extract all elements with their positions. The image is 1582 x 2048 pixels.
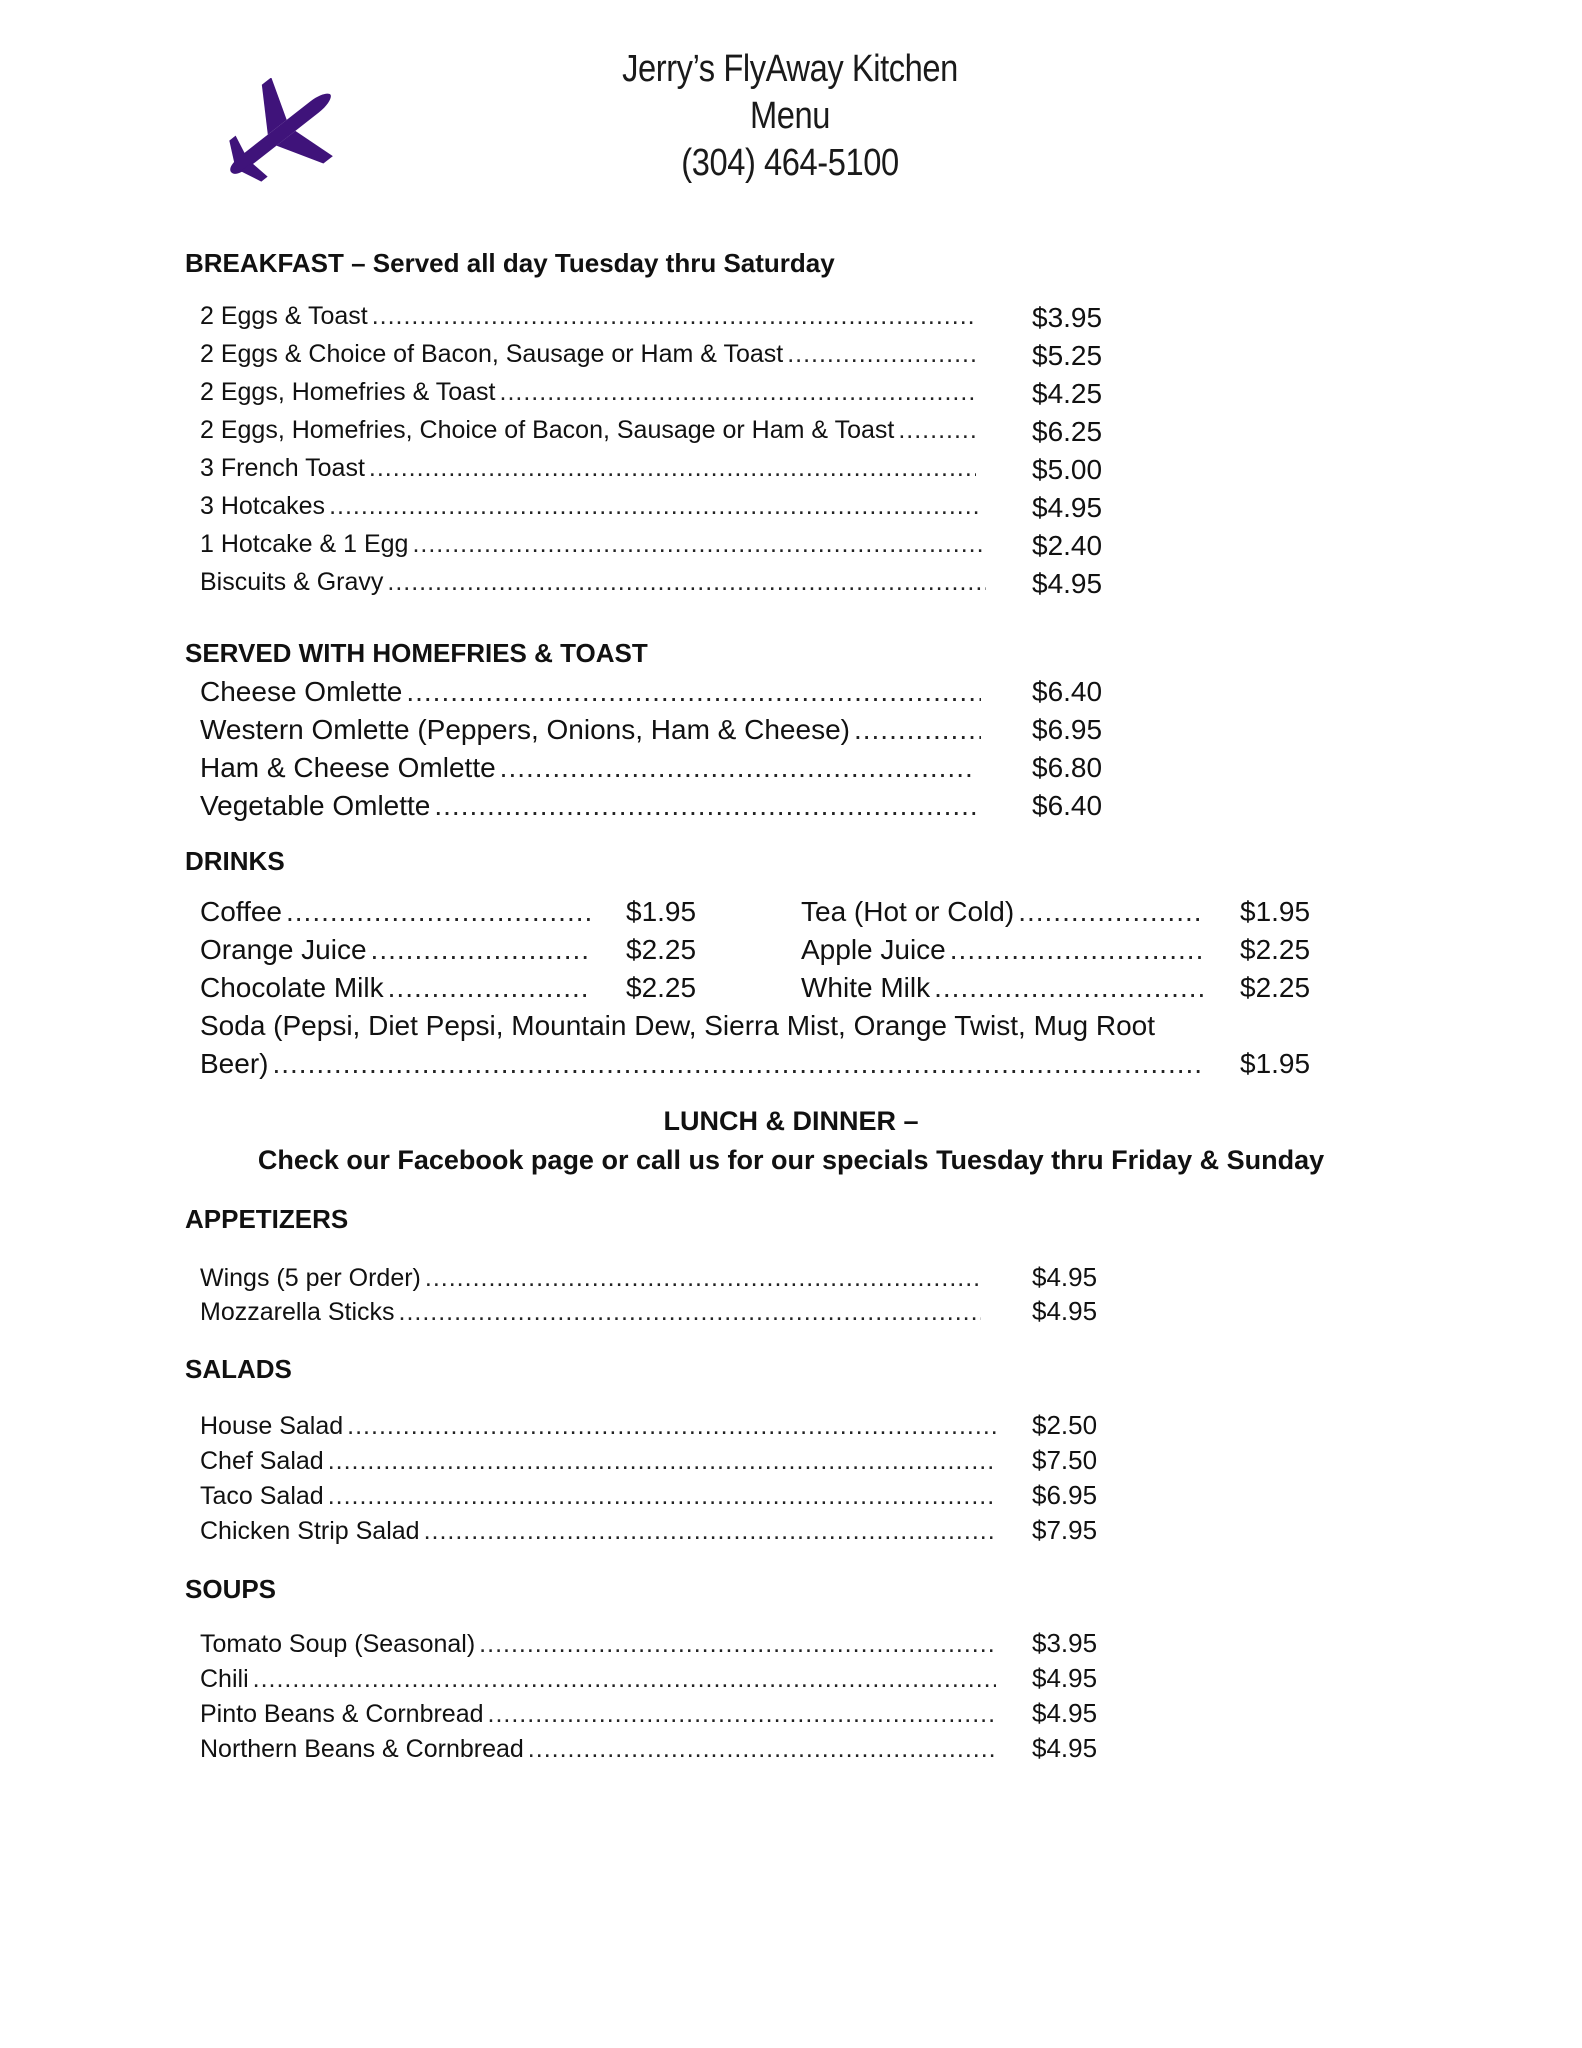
list-item: Tomato Soup (Seasonal) .....: [200, 1630, 1000, 1659]
list-item: Beer) .....: [200, 1048, 1208, 1080]
list-item: House Salad .....: [200, 1412, 1000, 1441]
item-price: $4.95: [1032, 568, 1103, 599]
item-price: $4.95: [1032, 492, 1103, 523]
salads-title: SALADS: [185, 1354, 292, 1384]
item-price: $1.95: [626, 896, 697, 927]
item-price: $4.95: [1032, 1698, 1098, 1728]
list-item: Chili .....: [200, 1665, 1000, 1694]
item-price: $1.95: [1240, 1048, 1311, 1079]
item-price: $7.95: [1032, 1515, 1098, 1545]
item-price: $6.25: [1032, 416, 1103, 447]
list-item: Orange Juice .....: [200, 934, 595, 966]
list-item: White Milk .....: [801, 972, 1209, 1004]
drinks-title: DRINKS: [185, 846, 285, 876]
list-item: Cheese Omlette .....: [200, 676, 985, 708]
item-price: $4.95: [1032, 1663, 1098, 1693]
item-price: $6.40: [1032, 676, 1103, 707]
list-item: Wings (5 per Order) .....: [200, 1264, 985, 1293]
list-item: Chicken Strip Salad .....: [200, 1517, 1000, 1546]
list-item: Tea (Hot or Cold) .....: [801, 896, 1206, 928]
item-price: $5.25: [1032, 340, 1103, 371]
item-price: $6.40: [1032, 790, 1103, 821]
item-price: $2.40: [1032, 530, 1103, 561]
item-price: $6.95: [1032, 714, 1103, 745]
item-price: $4.95: [1032, 1296, 1098, 1326]
menu-subtitle: Menu: [749, 95, 831, 137]
list-item: 2 Eggs, Homefries, Choice of Bacon, Sausage or Ham & Toast .....: [200, 416, 980, 445]
item-price: $3.95: [1032, 302, 1103, 333]
list-item: 2 Eggs & Choice of Bacon, Sausage or Ham & Toast .....: [200, 340, 980, 369]
item-price: $6.95: [1032, 1480, 1098, 1510]
list-item: 2 Eggs & Toast .....: [200, 302, 980, 331]
list-item: 3 Hotcakes .....: [200, 492, 985, 521]
list-item: Biscuits & Gravy .....: [200, 568, 990, 597]
list-item: Coffee .....: [200, 896, 595, 928]
list-item: 2 Eggs, Homefries & Toast .....: [200, 378, 980, 407]
list-item: Northern Beans & Cornbread .....: [200, 1735, 1000, 1764]
soups-title: SOUPS: [185, 1574, 277, 1604]
appetizers-title: APPETIZERS: [185, 1204, 349, 1234]
item-price: $1.95: [1240, 896, 1311, 927]
item-price: $2.25: [626, 934, 697, 965]
breakfast-title: BREAKFAST – Served all day Tuesday thru Saturday: [185, 248, 835, 278]
list-item: Western Omlette (Peppers, Onions, Ham & Cheese) .....: [200, 714, 985, 746]
item-price: $4.95: [1032, 1262, 1098, 1292]
restaurant-name: Jerry’s FlyAway Kitchen: [622, 48, 958, 90]
item-price: $3.95: [1032, 1628, 1098, 1658]
list-item: Chocolate Milk .....: [200, 972, 593, 1004]
list-item: Apple Juice .....: [801, 934, 1206, 966]
list-item: Taco Salad .....: [200, 1482, 1000, 1511]
list-item: Mozzarella Sticks .....: [200, 1298, 985, 1327]
item-price: $2.25: [1240, 934, 1311, 965]
list-item: Chef Salad .....: [200, 1447, 1000, 1476]
list-item: 1 Hotcake & 1 Egg .....: [200, 530, 988, 559]
soda-line-1: Soda (Pepsi, Diet Pepsi, Mountain Dew, Sierra Mist, Orange Twist, Mug Root: [200, 1010, 1156, 1041]
phone-number: (304) 464-5100: [681, 142, 899, 184]
list-item: Pinto Beans & Cornbread .....: [200, 1700, 1000, 1729]
lunch-dinner-subtitle: Check our Facebook page or call us for our specials Tuesday thru Friday & Sunday: [257, 1145, 1325, 1175]
item-price: $4.25: [1032, 378, 1103, 409]
item-price: $2.25: [1240, 972, 1311, 1003]
airplane-icon: [212, 78, 348, 190]
list-item: 3 French Toast .....: [200, 454, 980, 483]
lunch-dinner-title: LUNCH & DINNER –: [663, 1106, 919, 1136]
omelettes-title: SERVED WITH HOMEFRIES & TOAST: [185, 638, 648, 668]
menu-header: [480, 46, 1100, 187]
item-price: $5.00: [1032, 454, 1103, 485]
item-price: $6.80: [1032, 752, 1103, 783]
item-price: $7.50: [1032, 1445, 1098, 1475]
item-price: $2.50: [1032, 1410, 1098, 1440]
list-item: Ham & Cheese Omlette .....: [200, 752, 980, 784]
item-price: $4.95: [1032, 1733, 1098, 1763]
list-item: Vegetable Omlette .....: [200, 790, 985, 822]
item-price: $2.25: [626, 972, 697, 1003]
